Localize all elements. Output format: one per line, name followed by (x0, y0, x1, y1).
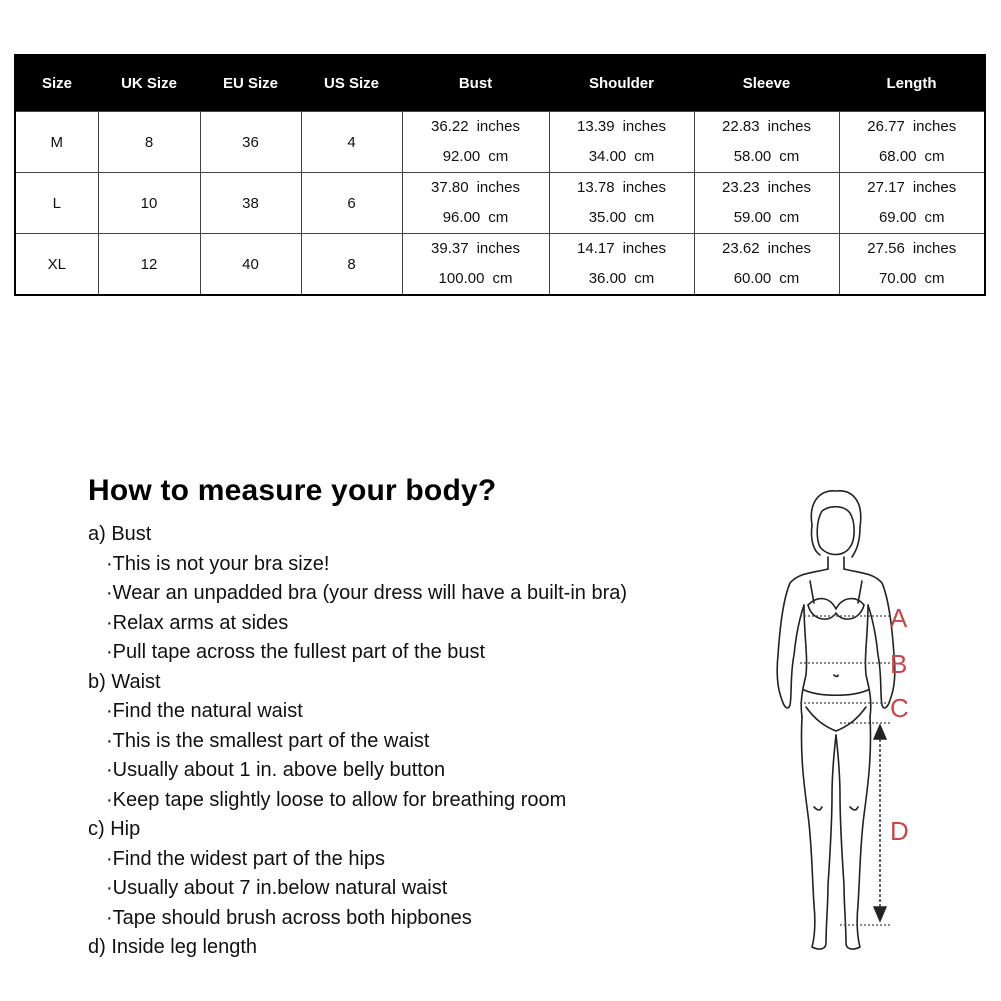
length-inches-line (840, 112, 985, 142)
sleeve-inches-value: 23.62 (722, 240, 760, 257)
length-cm-line (840, 264, 985, 294)
unit-label: inches (767, 179, 811, 196)
sleeve-inches-line (695, 173, 839, 203)
shoulder-inches-line (550, 112, 694, 142)
us-size-cell: 8 (301, 234, 402, 296)
bust-cm-value: 92.00 (442, 148, 481, 165)
unit-label: cm (488, 209, 509, 226)
unit-label: inches (912, 179, 957, 196)
size-cell: L (15, 173, 98, 234)
sleeve-inches-line (695, 234, 839, 264)
column-header-shoulder: Shoulder (549, 55, 694, 112)
shoulder-inches-value: 13.78 (577, 179, 615, 196)
length-inches-value: 27.17 (867, 179, 905, 196)
eu-size-cell: 40 (200, 234, 301, 296)
bust-cm-value: 96.00 (442, 209, 481, 226)
shoulder-cm-value: 35.00 (588, 209, 627, 226)
shoulder-cm-line (550, 264, 694, 294)
guide-instruction: · Pull tape across the fullest part of the bust (88, 638, 728, 668)
length-cm-line (840, 142, 985, 172)
unit-label: inches (912, 240, 957, 257)
shoulder-inches-value: 13.39 (577, 118, 615, 135)
unit-label: inches (622, 118, 666, 135)
unit-label: inches (767, 118, 811, 135)
length-inches-line (840, 173, 985, 203)
body-measurement-figure (760, 485, 960, 965)
column-header-bust: Bust (402, 55, 549, 112)
sleeve-inches-value: 22.83 (722, 118, 760, 135)
label-d: D (890, 816, 909, 846)
eu-size-cell: 38 (200, 173, 301, 234)
sleeve-cell (694, 234, 839, 296)
sleeve-inches-value: 23.23 (722, 179, 760, 196)
body-outline-icon (760, 485, 960, 965)
label-c: C (890, 693, 909, 723)
guide-section-heading: a) Bust (88, 523, 152, 545)
sleeve-cm-line (695, 203, 839, 233)
bust-inches-line (403, 112, 549, 142)
eu-size-cell: 36 (200, 112, 301, 173)
length-cell (839, 173, 985, 234)
guide-instruction: · Find the natural waist (88, 697, 728, 727)
shoulder-cell (549, 112, 694, 173)
guide-instruction: · Tape should brush across both hipbones (88, 904, 728, 934)
table-row (15, 173, 985, 234)
length-inches-value: 27.56 (867, 240, 905, 257)
length-inches-value: 26.77 (867, 118, 905, 135)
bust-cm-line (403, 264, 549, 294)
unit-label: inches (767, 240, 811, 257)
shoulder-inches-line (550, 173, 694, 203)
bust-inches-line (403, 173, 549, 203)
label-b: B (890, 649, 908, 679)
length-inches-line (840, 234, 985, 264)
unit-label: inches (622, 240, 666, 257)
us-size-cell: 6 (301, 173, 402, 234)
unit-label: cm (779, 148, 800, 165)
guide-instruction: · Relax arms at sides (88, 609, 728, 639)
guide-instruction: · This is not your bra size! (88, 550, 728, 580)
label-a: A (890, 603, 908, 633)
length-cell (839, 112, 985, 173)
column-header-length: Length (839, 55, 985, 112)
bust-inches-line (403, 234, 549, 264)
column-header-uk-size: UK Size (98, 55, 200, 112)
unit-label: cm (634, 209, 655, 226)
unit-label: inches (476, 240, 520, 257)
bust-cell (402, 234, 549, 296)
uk-size-cell: 10 (98, 173, 200, 234)
unit-label: inches (476, 179, 520, 196)
unit-label: inches (912, 118, 957, 135)
unit-label: inches (476, 118, 520, 135)
shoulder-inches-line (550, 234, 694, 264)
guide-instruction: · Find the widest part of the hips (88, 845, 728, 875)
sleeve-cm-line (695, 264, 839, 294)
shoulder-cm-line (550, 142, 694, 172)
bust-cell (402, 173, 549, 234)
length-cell (839, 234, 985, 296)
length-cm-line (840, 203, 985, 233)
measure-guide (88, 472, 728, 963)
table-header-row (15, 55, 985, 112)
guide-section-heading: d) Inside leg length (88, 936, 258, 958)
bust-inches-value: 39.37 (431, 240, 469, 257)
unit-label: cm (488, 148, 509, 165)
unit-label: cm (779, 209, 800, 226)
shoulder-cell (549, 173, 694, 234)
us-size-cell: 4 (301, 112, 402, 173)
column-header-eu-size: EU Size (200, 55, 301, 112)
shoulder-cm-line (550, 203, 694, 233)
guide-title: How to measure your body? (88, 474, 497, 507)
shoulder-cm-value: 36.00 (588, 270, 627, 287)
guide-instruction: · Usually about 7 in.below natural waist (88, 874, 728, 904)
sleeve-cm-value: 59.00 (733, 209, 772, 226)
sleeve-inches-line (695, 112, 839, 142)
guide-instruction: · Usually about 1 in. above belly button (88, 756, 728, 786)
unit-label: cm (634, 148, 655, 165)
unit-label: cm (924, 209, 945, 226)
column-header-sleeve: Sleeve (694, 55, 839, 112)
guide-section-heading: b) Waist (88, 670, 161, 693)
length-cm-value: 68.00 (878, 148, 917, 165)
bust-inches-value: 37.80 (431, 179, 469, 196)
unit-label: cm (634, 270, 655, 287)
table-row (15, 112, 985, 173)
unit-label: inches (622, 179, 666, 196)
guide-instruction: · This is the smallest part of the waist (88, 727, 728, 757)
guide-instruction: · Wear an unpadded bra (your dress will have a built-in bra) (88, 579, 728, 609)
unit-label: cm (779, 270, 800, 287)
column-header-us-size: US Size (301, 55, 402, 112)
shoulder-inches-value: 14.17 (577, 240, 615, 257)
guide-section-heading: c) Hip (88, 818, 141, 840)
bust-cell (402, 112, 549, 173)
shoulder-cm-value: 34.00 (588, 148, 627, 165)
length-cm-value: 70.00 (878, 270, 917, 287)
sleeve-cm-value: 60.00 (733, 270, 772, 287)
bust-cm-line (403, 203, 549, 233)
sleeve-cm-line (695, 142, 839, 172)
bust-cm-line (403, 142, 549, 172)
guide-instruction: · Keep tape slightly loose to allow for breathing room (88, 786, 728, 816)
column-header-size: Size (15, 55, 98, 112)
sleeve-cell (694, 112, 839, 173)
size-chart-table (14, 54, 986, 296)
size-cell: XL (15, 234, 98, 296)
length-cm-value: 69.00 (878, 209, 917, 226)
sleeve-cm-value: 58.00 (733, 148, 772, 165)
shoulder-cell (549, 234, 694, 296)
bust-inches-value: 36.22 (431, 118, 469, 135)
uk-size-cell: 8 (98, 112, 200, 173)
size-cell: M (15, 112, 98, 173)
unit-label: cm (924, 148, 945, 165)
uk-size-cell: 12 (98, 234, 200, 296)
sleeve-cell (694, 173, 839, 234)
table-row (15, 234, 985, 296)
unit-label: cm (492, 270, 513, 287)
bust-cm-value: 100.00 (438, 270, 485, 287)
unit-label: cm (924, 270, 945, 287)
